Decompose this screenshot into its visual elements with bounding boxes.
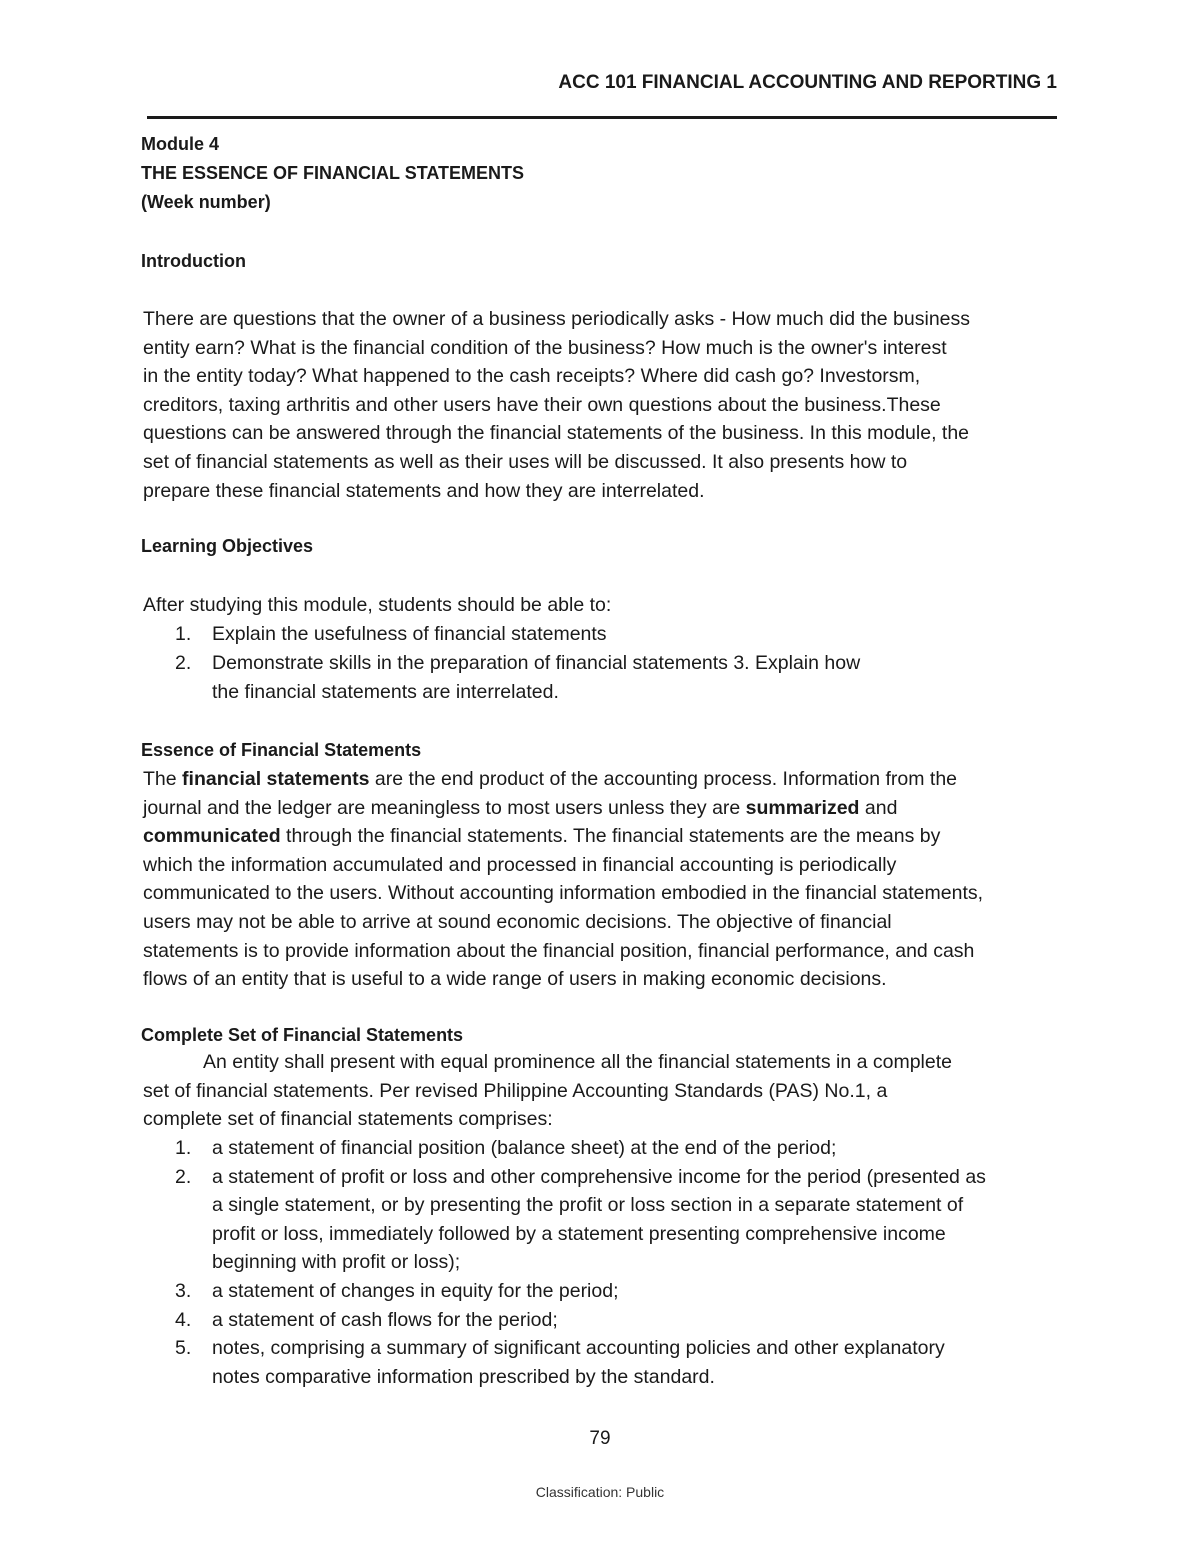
module-title: THE ESSENCE OF FINANCIAL STATEMENTS (141, 163, 525, 183)
essence-line: which the information accumulated and processed in financial accounting is periodically (143, 853, 897, 876)
page-number: 79 (589, 1428, 611, 1449)
introduction-line: entity earn? What is the financial condition of the business? How much is the owner's interest (143, 336, 947, 359)
essence-text: are the end product of the accounting process. Information from the (369, 768, 958, 790)
complete-set-line: set of financial statements. Per revised Philippine Accounting Standards (PAS) No.1, a (143, 1079, 888, 1102)
essence-line: flows of an entity that is useful to a wide range of users in making economic decisions. (143, 968, 887, 991)
introduction-line: prepare these financial statements and how they are interrelated. (143, 479, 705, 502)
essence-text: through the financial statements. The financial statements are the means by (280, 825, 941, 848)
list-item-continuation: profit or loss, immediately followed by a statement presenting comprehensive income (212, 1222, 946, 1245)
learning-objectives-heading: Learning Objectives (141, 536, 314, 556)
introduction-line: questions can be answered through the financial statements of the business. In this module, the (143, 422, 970, 445)
introduction-line: creditors, taxing arthritis and other users have their own questions about the business.These (143, 393, 941, 416)
list-number: 3. (175, 1280, 192, 1302)
essence-line (143, 794, 983, 823)
complete-set-heading: Complete Set of Financial Statements (141, 1025, 464, 1045)
introduction-heading: Introduction (141, 251, 246, 271)
list-item-continuation: the financial statements are interrelated. (212, 681, 559, 703)
list-item-continuation: notes comparative information prescribed by the standard. (212, 1365, 715, 1388)
list-item: a statement of financial position (balance sheet) at the end of the period; (212, 1137, 837, 1159)
list-number: 5. (175, 1337, 192, 1360)
essence-paragraph (143, 765, 983, 994)
module-week: (Week number) (141, 192, 271, 212)
header-divider (147, 116, 1057, 119)
essence-term-financial-statements: financial statements (182, 768, 370, 790)
essence-text: journal and the ledger are meaningless to most users unless they are (143, 796, 746, 819)
list-item: a statement of changes in equity for the period; (212, 1280, 619, 1302)
complete-set-intro (143, 1048, 952, 1134)
classification-label: Classification: Public (535, 1484, 665, 1500)
list-number: 2. (175, 1165, 192, 1188)
list-item-continuation: beginning with profit or loss); (212, 1251, 461, 1274)
essence-term-communicated: communicated (143, 825, 281, 848)
complete-set-list (0, 1134, 1200, 1394)
introduction-line: set of financial statements as well as their uses will be discussed. It also presents how to (143, 450, 908, 473)
complete-set-line: complete set of financial statements comprises: (143, 1108, 553, 1131)
list-item-continuation: a single statement, or by presenting the profit or loss section in a separate statement of (212, 1194, 964, 1217)
learning-objectives-intro: After studying this module, students should be able to: (143, 594, 612, 616)
list-item: Explain the usefulness of financial statements (212, 623, 607, 645)
list-item: a statement of profit or loss and other comprehensive income for the period (presented as (212, 1165, 986, 1188)
learning-objectives-list (0, 620, 1200, 710)
list-item: Demonstrate skills in the preparation of financial statements 3. Explain how (212, 652, 861, 674)
essence-line (143, 765, 983, 794)
module-number: Module 4 (141, 134, 220, 154)
introduction-line: There are questions that the owner of a business periodically asks - How much did the business (143, 308, 971, 330)
essence-text: and (859, 796, 898, 819)
list-number: 1. (175, 1137, 192, 1159)
introduction-paragraph (143, 305, 970, 505)
essence-line (143, 822, 983, 851)
essence-term-summarized: summarized (745, 796, 860, 819)
essence-text: The (143, 768, 183, 790)
list-number: 2. (175, 652, 192, 674)
essence-line: communicated to the users. Without accounting information embodied in the financial statements, (143, 882, 984, 905)
essence-line: statements is to provide information about the financial position, financial performance, and cash (143, 939, 975, 962)
essence-line: users may not be able to arrive at sound economic decisions. The objective of financial (143, 910, 892, 933)
list-item: notes, comprising a summary of significant accounting policies and other explanatory (212, 1337, 945, 1360)
list-number: 4. (175, 1308, 192, 1331)
list-number: 1. (175, 623, 192, 645)
complete-set-line: An entity shall present with equal prominence all the financial statements in a complete (203, 1051, 952, 1073)
introduction-line: in the entity today? What happened to the cash receipts? Where did cash go? Investorsm, (143, 365, 921, 388)
list-item: a statement of cash flows for the period; (212, 1308, 558, 1331)
essence-heading: Essence of Financial Statements (141, 740, 422, 760)
course-title: ACC 101 FINANCIAL ACCOUNTING AND REPORTING 1 (558, 72, 1057, 93)
